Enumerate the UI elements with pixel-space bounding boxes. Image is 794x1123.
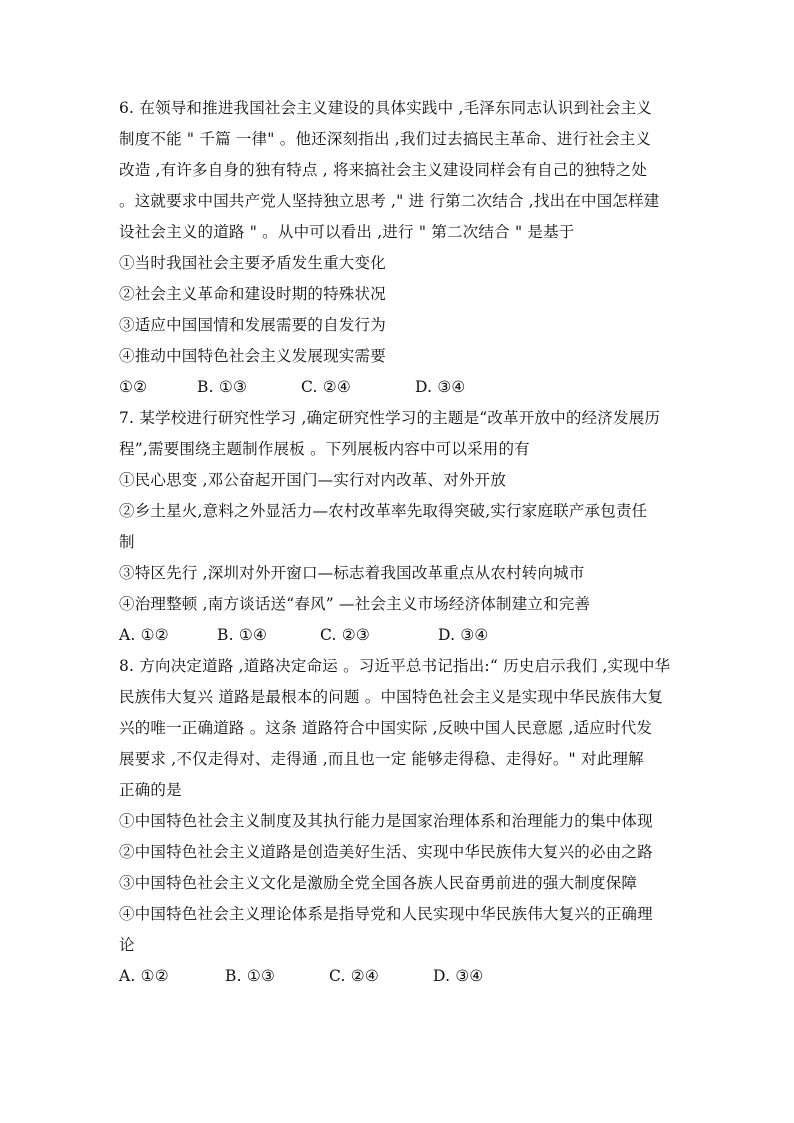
question-stem-line: 制度不能 " 千篇 一律" 。他还深刻指出 ,我们过去搞民主革命、进行社会主义 [119, 130, 652, 148]
question-6 [119, 93, 679, 403]
statement-item: 制 [119, 533, 135, 551]
answer-options [119, 372, 679, 403]
statement-item: 论 [119, 936, 135, 954]
question-stem-line: 民族伟大复兴 道路是最根本的问题 。中国特色社会主义是实现中华民族伟大复 [119, 688, 664, 706]
answer-option-b[interactable]: B. ①③ [197, 378, 248, 396]
statement-item: ④治理整顿 ,南方谈话送“春风” —社会主义市场经济体制建立和完善 [119, 595, 591, 613]
answer-option-a[interactable]: A. ①② [119, 626, 169, 644]
question-stem-line: 程”,需要围绕主题制作展板 。下列展板内容中可以采用的有 [119, 440, 530, 458]
answer-option-b[interactable]: B. ①④ [217, 626, 268, 644]
answer-option-c[interactable]: C. ②④ [329, 967, 379, 985]
answer-option-c[interactable]: C. ②③ [320, 626, 370, 644]
answer-option-a[interactable]: A. ①② [119, 967, 169, 985]
question-stem-line: 6. 在领导和推进我国社会主义建设的具体实践中 ,毛泽东同志认识到社会主义 [119, 99, 652, 117]
statement-item: ③特区先行 ,深圳对外开窗口—标志着我国改革重点从农村转向城市 [119, 564, 585, 582]
question-stem-line: 。这就要求中国共产党人坚持独立思考 ," 进 行第二次结合 ,找出在中国怎样建 [119, 192, 660, 210]
answer-option-d[interactable]: D. ③④ [433, 967, 484, 985]
question-8 [119, 651, 679, 992]
statement-item: ②乡土星火,意料之外显活力—农村改革率先取得突破,实行家庭联产承包责任 [119, 502, 648, 520]
question-stem-line: 设社会主义的道路 " 。从中可以看出 ,进行 " 第二次结合 " 是基于 [119, 223, 575, 241]
answer-options [119, 961, 679, 992]
statement-item: ①中国特色社会主义制度及其执行能力是国家治理体系和治理能力的集中体现 [119, 812, 653, 830]
answer-option-c[interactable]: C. ②④ [301, 378, 351, 396]
question-stem-line: 8. 方向决定道路 ,道路决定命运 。习近平总书记指出:“ 历史启示我们 ,实现中华 [119, 657, 671, 675]
question-stem-line: 7. 某学校进行研究性学习 ,确定研究性学习的主题是“改革开放中的经济发展历 [119, 409, 661, 427]
statement-item: ③中国特色社会主义文化是激励全党全国各族人民奋勇前进的强大制度保障 [119, 874, 638, 892]
statement-item: ④推动中国特色社会主义发展现实需要 [119, 347, 386, 365]
question-7 [119, 403, 679, 651]
answer-option-d[interactable]: D. ③④ [438, 626, 489, 644]
statement-item: ①当时我国社会主要矛盾发生重大变化 [119, 254, 386, 272]
statement-item: ③适应中国国情和发展需要的自发行为 [119, 316, 386, 334]
question-stem-line: 展要求 ,不仅走得对、走得通 ,而且也一定 能够走得稳、走得好。" 对此理解 [119, 750, 644, 768]
statement-item: ④中国特色社会主义理论体系是指导党和人民实现中华民族伟大复兴的正确理 [119, 905, 653, 923]
statement-item: ①民心思变 ,邓公奋起开国门—实行对内改革、对外开放 [119, 471, 507, 489]
answer-option-b[interactable]: B. ①③ [225, 967, 276, 985]
answer-option-d[interactable]: D. ③④ [415, 378, 466, 396]
answer-option-a[interactable]: ①② [119, 378, 148, 396]
answer-options [119, 620, 679, 651]
question-stem-line: 正确的是 [119, 781, 182, 799]
statement-item: ②社会主义革命和建设时期的特殊状况 [119, 285, 386, 303]
question-stem-line: 兴的唯一正确道路 。这条 道路符合中国实际 ,反映中国人民意愿 ,适应时代发 [119, 719, 653, 737]
questions-content [119, 93, 679, 992]
question-stem-line: 改造 ,有许多自身的独有特点 , 将来搞社会主义建设同样会有自己的独特之处 [119, 161, 648, 179]
statement-item: ②中国特色社会主义道路是创造美好生活、实现中华民族伟大复兴的必由之路 [119, 843, 653, 861]
